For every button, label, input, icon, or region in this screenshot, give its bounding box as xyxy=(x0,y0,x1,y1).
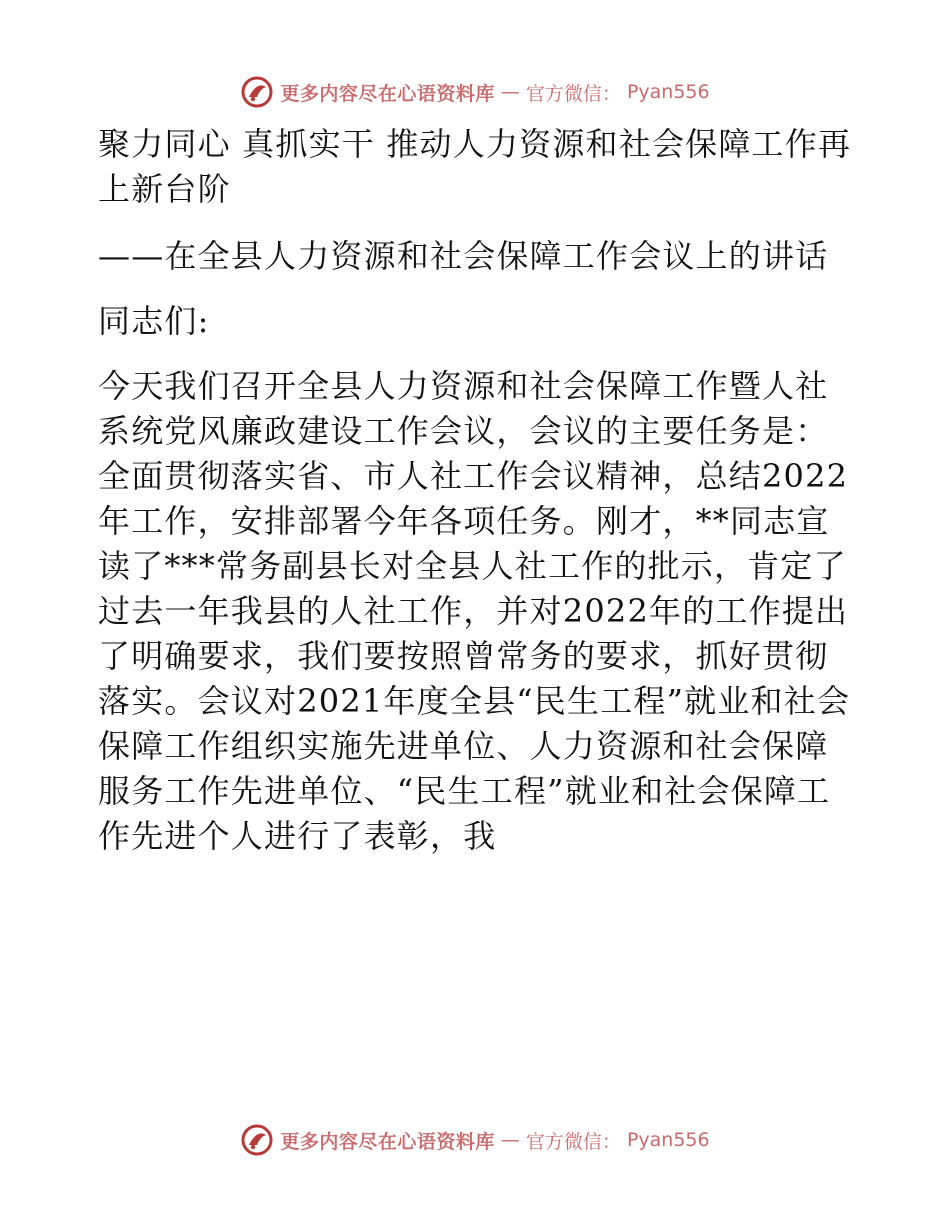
salutation: 同志们: xyxy=(98,302,210,340)
watermark-wechat-label: 官方微信： xyxy=(525,1130,621,1153)
brand-logo-icon xyxy=(240,75,274,109)
document-title: 聚力同心 真抓实干 推动人力资源和社会保障工作再上新台阶 xyxy=(98,125,852,208)
document-subtitle: ——在全县人力资源和社会保障工作会议上的讲话 xyxy=(98,237,829,275)
footer-watermark xyxy=(0,1120,950,1160)
watermark-separator: — xyxy=(500,1129,520,1151)
watermark-wechat-id: Pyan556 xyxy=(626,1129,710,1151)
watermark-brand-text: 更多内容尽在心语资料库 xyxy=(280,82,495,105)
watermark-brand-text: 更多内容尽在心语资料库 xyxy=(280,1130,495,1153)
brand-logo-icon xyxy=(240,1123,274,1157)
body-paragraph: 今天我们召开全县人力资源和社会保障工作暨人社系统党风廉政建设工作会议，会议的主要任务是：全面贯彻落实省、市人社工作会议精神，总结2022年工作，安排部署今年各项任务。刚才，**同志宣读了***常务副县长对全县人社工作的批示，肯定了过去一年我县的人社工作，并对2022年的工作提出了明确要求，我们要按照曾常务的要求，抓好贯彻落实。会议对2021年度全县“民生工程”就业和社会保障工作组织实施先进单位、人力资源和社会保障服务工作先进单位、“民生工程”就业和社会保障工作先进个人进行了表彰，我 xyxy=(98,367,851,855)
document-body xyxy=(98,122,856,859)
header-watermark xyxy=(0,72,950,112)
watermark-wechat-id: Pyan556 xyxy=(626,81,710,103)
watermark-separator: — xyxy=(500,81,520,103)
watermark-wechat-label: 官方微信： xyxy=(525,82,621,105)
